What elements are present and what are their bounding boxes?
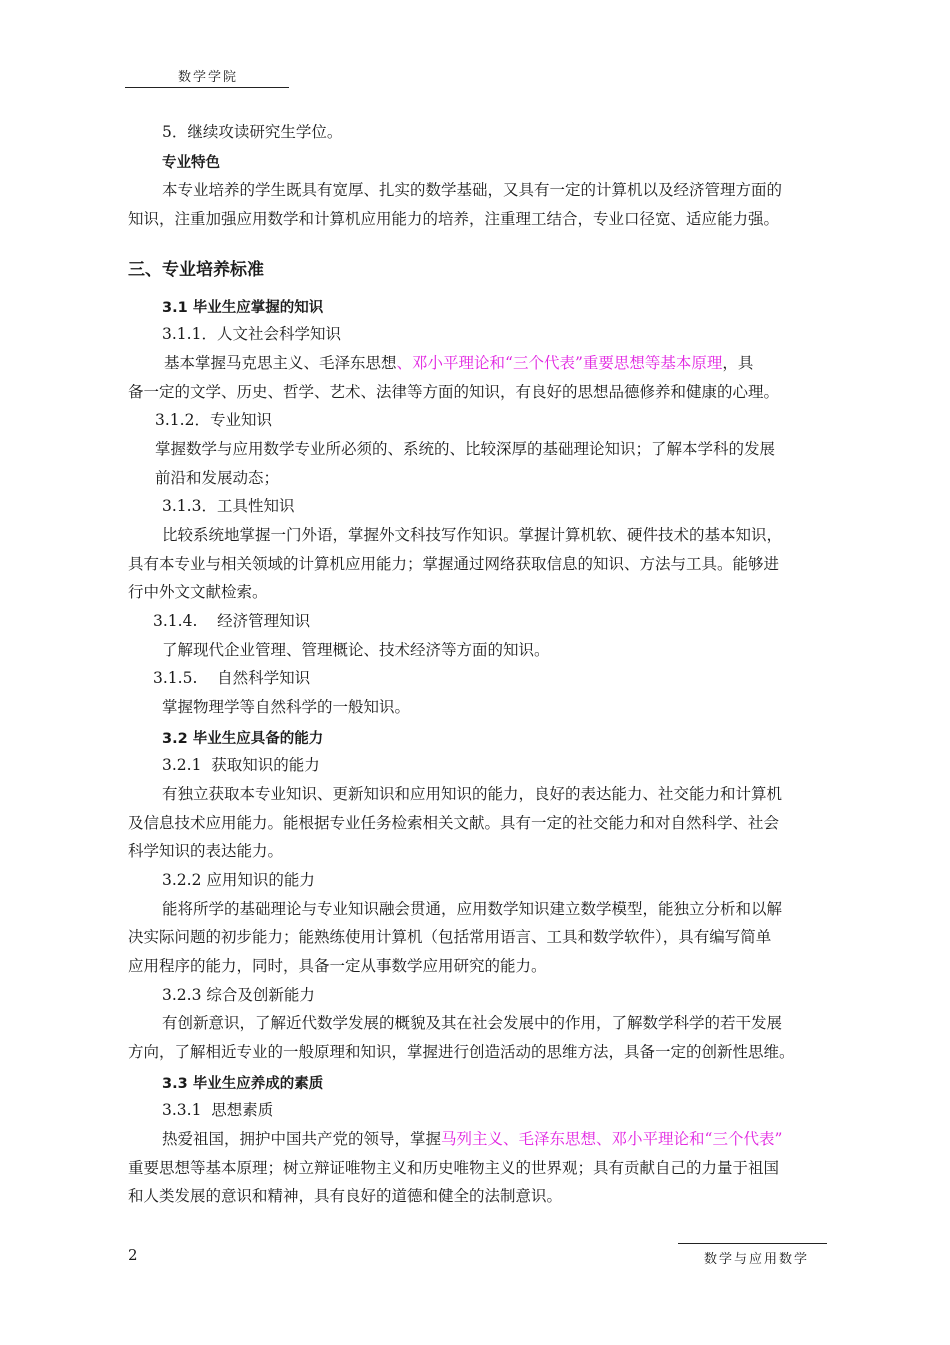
- item-heading: 3.2.2 应用知识的能力: [162, 871, 315, 889]
- paragraph-line: 具有本专业与相关领域的计算机应用能力；掌握通过网络获取信息的知识、方法与工具。能够进: [128, 555, 780, 573]
- item-heading: 3.1.2．专业知识: [155, 411, 272, 429]
- paragraph-line: 掌握数学与应用数学专业所必须的、系统的、比较深厚的基础理论知识；了解本学科的发展: [155, 440, 776, 458]
- paragraph-line: [162, 1129, 782, 1149]
- item-heading: 3.1.3．工具性知识: [162, 497, 295, 515]
- paragraph-line: 了解现代企业管理、管理概论、技术经济等方面的知识。: [162, 641, 550, 659]
- text-run: ，具: [722, 354, 754, 372]
- header-divider: [125, 87, 289, 88]
- paragraph-line: 前沿和发展动态；: [155, 469, 280, 487]
- highlighted-text: 、邓小平理论和“三个代表”重要思想等基本原理: [396, 354, 723, 372]
- item-heading: 3.2.3 综合及创新能力: [162, 986, 315, 1004]
- paragraph-line: 备一定的文学、历史、哲学、艺术、法律等方面的知识，有良好的思想品德修养和健康的心理。: [128, 383, 780, 401]
- item-heading: 3.1.1．人文社会科学知识: [162, 325, 341, 343]
- paragraph-line: 5．继续攻读研究生学位。: [162, 123, 343, 141]
- paragraph-line: 重要思想等基本原理；树立辩证唯物主义和历史唯物主义的世界观；具有贡献自己的力量于祖国: [128, 1159, 780, 1177]
- subsection-heading: 3.1 毕业生应掌握的知识: [162, 300, 324, 316]
- highlighted-text: 马列主义、毛泽东思想、邓小平理论和“三个代表”: [441, 1130, 783, 1148]
- paragraph-line: 科学知识的表达能力。: [128, 842, 284, 860]
- paragraph-line: 行中外文文献检索。: [128, 583, 268, 601]
- text-run: 基本掌握马克思主义、毛泽东思想: [164, 354, 397, 372]
- footer-title: 数学与应用数学: [704, 1252, 810, 1267]
- paragraph-line: 决实际问题的初步能力；能熟练使用计算机（包括常用语言、工具和数学软件），具有编写简单: [128, 928, 772, 946]
- subsection-heading: 3.3 毕业生应养成的素质: [162, 1076, 324, 1092]
- paragraph-line: 知识，注重加强应用数学和计算机应用能力的培养，注重理工结合，专业口径宽、适应能力强。: [128, 210, 780, 228]
- item-heading: 3.2.1 获取知识的能力: [162, 756, 320, 774]
- paragraph-line: [164, 353, 753, 373]
- paragraph-line: 本专业培养的学生既具有宽厚、扎实的数学基础，又具有一定的计算机以及经济管理方面的: [162, 181, 783, 199]
- section-heading: 三、专业培养标准: [128, 260, 264, 280]
- paragraph-line: 比较系统地掌握一门外语，掌握外文科技写作知识。掌握计算机软、硬件技术的基本知识，: [162, 526, 783, 544]
- paragraph-line: 应用程序的能力，同时，具备一定从事数学应用研究的能力。: [128, 957, 547, 975]
- paragraph-line: 有创新意识，了解近代数学发展的概貌及其在社会发展中的作用，了解数学科学的若干发展: [162, 1014, 783, 1032]
- item-heading: 3.1.4. 经济管理知识: [153, 612, 311, 630]
- text-run: 热爱祖国，拥护中国共产党的领导，掌握: [162, 1130, 442, 1148]
- item-heading: 3.1.5. 自然科学知识: [153, 669, 311, 687]
- header-title: 数学学院: [178, 70, 239, 85]
- subsection-heading: 3.2 毕业生应具备的能力: [162, 731, 324, 747]
- item-heading: 3.3.1 思想素质: [162, 1101, 274, 1119]
- page-number: 2: [128, 1246, 138, 1264]
- paragraph-line: 能将所学的基础理论与专业知识融会贯通，应用数学知识建立数学模型，能独立分析和以解: [162, 900, 783, 918]
- paragraph-line: 及信息技术应用能力。能根据专业任务检索相关文献。具有一定的社交能力和对自然科学、社会: [128, 814, 780, 832]
- paragraph-line: 掌握物理学等自然科学的一般知识。: [162, 698, 411, 716]
- paragraph-line: 和人类发展的意识和精神，具有良好的道德和健全的法制意识。: [128, 1187, 563, 1205]
- footer-divider: [678, 1243, 827, 1244]
- subheading: 专业特色: [162, 155, 220, 171]
- paragraph-line: 方向，了解相近专业的一般原理和知识，掌握进行创造活动的思维方法，具备一定的创新性思维。: [128, 1043, 795, 1061]
- paragraph-line: 有独立获取本专业知识、更新知识和应用知识的能力，良好的表达能力、社交能力和计算机: [162, 785, 783, 803]
